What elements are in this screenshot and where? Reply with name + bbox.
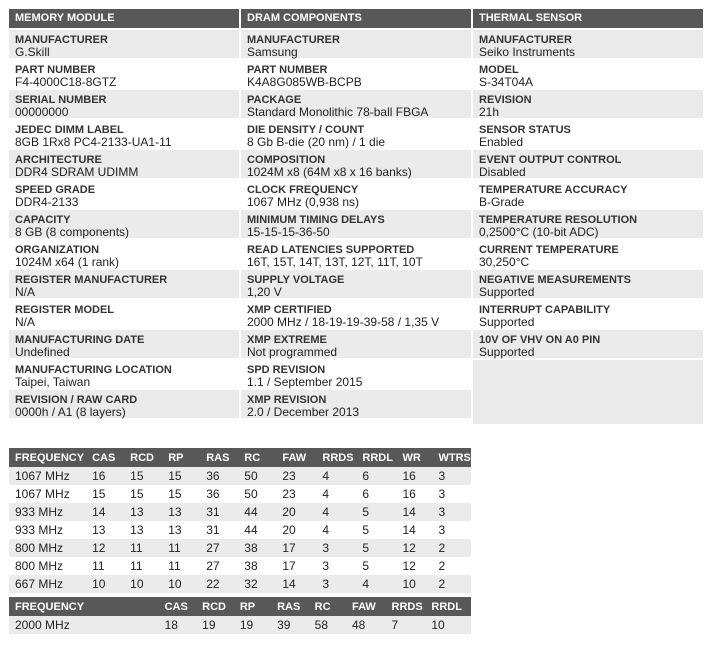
table-cell: 5 [356, 557, 396, 575]
table-cell: 667 MHz [9, 575, 86, 593]
table-cell: 14 [396, 521, 432, 539]
info-value: Samsung [247, 45, 298, 59]
table-cell: 36 [200, 467, 238, 485]
table-cell: 12 [86, 539, 124, 557]
info-value: 1024M x8 (64M x8 x 16 banks) [247, 165, 412, 179]
table-row [9, 485, 471, 503]
column-header: CAS [159, 597, 197, 616]
info-row [473, 178, 703, 208]
info-label: NEGATIVE MEASUREMENTS [479, 274, 631, 286]
info-row [9, 28, 239, 58]
info-row [9, 58, 239, 88]
info-label: XMP REVISION [247, 394, 327, 406]
info-value: K4A8G085WB-BCPB [247, 75, 362, 89]
info-label: EVENT OUTPUT CONTROL [479, 154, 622, 166]
info-row [473, 328, 703, 358]
table-cell: 2 [433, 575, 471, 593]
info-value: B-Grade [479, 195, 525, 209]
info-value: 1067 MHz (0,938 ns) [247, 195, 360, 209]
table-cell: 12 [396, 539, 432, 557]
table-cell: 3 [433, 503, 471, 521]
info-label: PACKAGE [247, 94, 302, 106]
table-cell: 15 [124, 485, 162, 503]
table-cell: 4 [316, 503, 356, 521]
info-row [473, 208, 703, 238]
column-header: CAS [86, 448, 124, 467]
table-cell: 4 [316, 485, 356, 503]
info-label: TEMPERATURE ACCURACY [479, 184, 628, 196]
table-cell: 20 [276, 503, 316, 521]
table-cell: 800 MHz [9, 539, 86, 557]
table-cell: 15 [86, 485, 124, 503]
table-cell: 16 [396, 467, 432, 485]
table-cell: 6 [356, 485, 396, 503]
table-cell: 7 [386, 616, 426, 634]
info-row [241, 148, 471, 178]
info-label: MANUFACTURING DATE [15, 334, 145, 346]
info-value: Standard Monolithic 78-ball FBGA [247, 105, 429, 119]
info-row [241, 358, 471, 388]
table-cell: 38 [238, 539, 276, 557]
info-label: SPEED GRADE [15, 184, 96, 196]
table-cell: 31 [200, 503, 238, 521]
dram-components-panel [241, 9, 471, 418]
table-cell: 10 [86, 575, 124, 593]
table-cell: 32 [238, 575, 276, 593]
table-row [9, 467, 471, 485]
info-label: READ LATENCIES SUPPORTED [247, 244, 415, 256]
column-header: FREQUENCY [9, 597, 159, 616]
column-header: WR [396, 448, 432, 467]
table-cell: 5 [356, 539, 396, 557]
table-cell: 23 [276, 467, 316, 485]
table-row [9, 503, 471, 521]
info-label: MANUFACTURER [15, 34, 108, 46]
info-value: Disabled [479, 165, 526, 179]
info-value: 16T, 15T, 14T, 13T, 12T, 11T, 10T [247, 255, 423, 269]
table-cell: 58 [309, 616, 346, 634]
info-row [241, 58, 471, 88]
table-cell: 17 [276, 557, 316, 575]
table-cell: 31 [200, 521, 238, 539]
table-cell: 13 [86, 521, 124, 539]
table-cell: 11 [124, 539, 162, 557]
info-value: 0,2500°C (10-bit ADC) [479, 225, 599, 239]
info-row [241, 178, 471, 208]
table-row [9, 616, 471, 634]
info-value: F4-4000C18-8GTZ [15, 75, 117, 89]
table-cell: 19 [196, 616, 234, 634]
info-value: Supported [479, 285, 535, 299]
info-row [473, 28, 703, 58]
info-row [241, 298, 471, 328]
memory-module-panel [9, 9, 239, 418]
info-row [9, 298, 239, 328]
info-label: 10V OF VHV ON A0 PIN [479, 334, 601, 346]
info-value: 15-15-15-36-50 [247, 225, 330, 239]
info-label: XMP CERTIFIED [247, 304, 332, 316]
column-header: RAS [200, 448, 238, 467]
info-label: MODEL [479, 64, 519, 76]
table-cell: 4 [356, 575, 396, 593]
info-label: JEDEC DIMM LABEL [15, 124, 124, 136]
info-row [9, 238, 239, 268]
info-row [241, 388, 471, 418]
info-value: 1024M x64 (1 rank) [15, 255, 120, 269]
info-value: 8 GB (8 components) [15, 225, 130, 239]
table-cell: 50 [238, 467, 276, 485]
info-value: 2000 MHz / 18-19-19-39-58 / 1,35 V [247, 315, 440, 329]
info-value: Supported [479, 315, 535, 329]
table-cell: 10 [162, 575, 200, 593]
table-cell: 14 [86, 503, 124, 521]
info-label: ARCHITECTURE [15, 154, 102, 166]
table-cell: 20 [276, 521, 316, 539]
table-cell: 38 [238, 557, 276, 575]
column-header: WTRS [433, 448, 471, 467]
column-header: RCD [196, 597, 234, 616]
info-row [473, 118, 703, 148]
memory-module-header: MEMORY MODULE [9, 9, 239, 28]
info-label: CLOCK FREQUENCY [247, 184, 359, 196]
info-value: 8GB 1Rx8 PC4-2133-UA1-11 [15, 135, 172, 149]
table-cell: 3 [316, 539, 356, 557]
table-cell: 12 [396, 557, 432, 575]
xmp-timing-table [9, 597, 471, 634]
column-header: RC [238, 448, 276, 467]
table-cell: 13 [162, 521, 200, 539]
table-row [9, 575, 471, 593]
table-cell: 6 [356, 467, 396, 485]
thermal-sensor-header: THERMAL SENSOR [473, 9, 703, 28]
info-row [241, 28, 471, 58]
table-row [9, 557, 471, 575]
column-header: RP [234, 597, 271, 616]
table-cell: 1067 MHz [9, 485, 86, 503]
table-row [9, 539, 471, 557]
column-header: RRDS [386, 597, 426, 616]
info-row [241, 88, 471, 118]
info-value: 2.0 / December 2013 [247, 405, 360, 419]
table-cell: 14 [396, 503, 432, 521]
table-cell: 13 [162, 503, 200, 521]
table-cell: 10 [124, 575, 162, 593]
table-cell: 11 [86, 557, 124, 575]
column-header: RRDL [356, 448, 396, 467]
info-row [9, 88, 239, 118]
column-header: FREQUENCY [9, 448, 86, 467]
column-header: FAW [346, 597, 386, 616]
info-row [241, 238, 471, 268]
info-row [9, 388, 239, 418]
table-cell: 3 [316, 575, 356, 593]
table-cell: 4 [316, 467, 356, 485]
info-label: COMPOSITION [247, 154, 326, 166]
info-value: Seiko Instruments [479, 45, 576, 59]
table-cell: 15 [162, 467, 200, 485]
info-value: 00000000 [15, 105, 69, 119]
info-row [9, 208, 239, 238]
table-cell: 2 [433, 557, 471, 575]
table-cell: 2000 MHz [9, 616, 159, 634]
info-label: CURRENT TEMPERATURE [479, 244, 619, 256]
column-header: FAW [276, 448, 316, 467]
info-row [473, 238, 703, 268]
table-cell: 27 [200, 557, 238, 575]
info-value: 21h [479, 105, 500, 119]
table-row [9, 521, 471, 539]
table-cell: 5 [356, 521, 396, 539]
info-row [241, 208, 471, 238]
info-value: 0000h / A1 (8 layers) [15, 405, 126, 419]
table-cell: 14 [276, 575, 316, 593]
table-cell: 16 [396, 485, 432, 503]
info-value: N/A [15, 285, 36, 299]
info-row [241, 328, 471, 358]
info-label: INTERRUPT CAPABILITY [479, 304, 611, 316]
info-label: REGISTER MODEL [15, 304, 115, 316]
info-value: Enabled [479, 135, 524, 149]
table-cell: 4 [316, 521, 356, 539]
column-header: RAS [271, 597, 309, 616]
info-label: MINIMUM TIMING DELAYS [247, 214, 385, 226]
table-cell: 44 [238, 521, 276, 539]
info-label: REVISION / RAW CARD [15, 394, 138, 406]
info-value: DDR4-2133 [15, 195, 79, 209]
table-cell: 36 [200, 485, 238, 503]
info-row [9, 148, 239, 178]
table-cell: 48 [346, 616, 386, 634]
table-cell: 44 [238, 503, 276, 521]
info-value: S-34T04A [479, 75, 534, 89]
table-cell: 39 [271, 616, 309, 634]
info-row [9, 358, 239, 388]
info-label: SENSOR STATUS [479, 124, 571, 136]
info-row [9, 118, 239, 148]
info-row [473, 58, 703, 88]
info-row [473, 268, 703, 298]
info-label: REGISTER MANUFACTURER [15, 274, 168, 286]
column-header: RCD [124, 448, 162, 467]
info-row [9, 268, 239, 298]
thermal-sensor-filler [473, 358, 703, 424]
table-cell: 800 MHz [9, 557, 86, 575]
column-header: RP [162, 448, 200, 467]
info-label: MANUFACTURER [479, 34, 572, 46]
dram-components-header: DRAM COMPONENTS [241, 9, 471, 28]
info-value: N/A [15, 315, 36, 329]
info-value: 1.1 / September 2015 [247, 375, 363, 389]
table-cell: 933 MHz [9, 521, 86, 539]
info-value: Taipei, Taiwan [15, 375, 91, 389]
table-cell: 3 [433, 521, 471, 539]
table-cell: 50 [238, 485, 276, 503]
table-cell: 19 [234, 616, 271, 634]
info-label: ORGANIZATION [15, 244, 100, 256]
table-cell: 15 [124, 467, 162, 485]
info-label: TEMPERATURE RESOLUTION [479, 214, 638, 226]
info-value: 1,20 V [247, 285, 282, 299]
info-label: PART NUMBER [15, 64, 96, 76]
table-cell: 22 [200, 575, 238, 593]
info-row [9, 328, 239, 358]
table-cell: 23 [276, 485, 316, 503]
info-value: Not programmed [247, 345, 338, 359]
table-cell: 13 [124, 503, 162, 521]
info-label: PART NUMBER [247, 64, 328, 76]
table-cell: 10 [396, 575, 432, 593]
info-label: SERIAL NUMBER [15, 94, 107, 106]
info-value: DDR4 SDRAM UDIMM [15, 165, 139, 179]
info-row [9, 178, 239, 208]
info-label: MANUFACTURING LOCATION [15, 364, 172, 376]
table-cell: 16 [86, 467, 124, 485]
thermal-sensor-panel [473, 9, 703, 424]
info-row [473, 148, 703, 178]
info-value: G.Skill [15, 45, 50, 59]
column-header: RRDL [425, 597, 471, 616]
info-label: XMP EXTREME [247, 334, 327, 346]
table-cell: 11 [162, 557, 200, 575]
info-label: CAPACITY [15, 214, 71, 226]
info-value: Undefined [15, 345, 70, 359]
info-value: 8 Gb B-die (20 nm) / 1 die [247, 135, 386, 149]
table-cell: 10 [425, 616, 471, 634]
info-value: Supported [479, 345, 535, 359]
table-cell: 3 [433, 467, 471, 485]
info-label: DIE DENSITY / COUNT [247, 124, 365, 136]
column-header: RRDS [316, 448, 356, 467]
table-cell: 1067 MHz [9, 467, 86, 485]
info-value: 30,250°C [479, 255, 530, 269]
info-row [473, 88, 703, 118]
table-cell: 27 [200, 539, 238, 557]
info-row [473, 298, 703, 328]
table-cell: 11 [124, 557, 162, 575]
info-label: SPD REVISION [247, 364, 326, 376]
table-cell: 5 [356, 503, 396, 521]
column-header: RC [309, 597, 346, 616]
info-row [241, 118, 471, 148]
table-cell: 3 [433, 485, 471, 503]
frequency-timing-table [9, 448, 471, 593]
table-cell: 2 [433, 539, 471, 557]
info-label: REVISION [479, 94, 532, 106]
info-label: MANUFACTURER [247, 34, 340, 46]
table-cell: 933 MHz [9, 503, 86, 521]
table-cell: 11 [162, 539, 200, 557]
table-cell: 15 [162, 485, 200, 503]
info-row [241, 268, 471, 298]
table-cell: 13 [124, 521, 162, 539]
info-label: SUPPLY VOLTAGE [247, 274, 345, 286]
table-cell: 18 [159, 616, 197, 634]
table-cell: 17 [276, 539, 316, 557]
table-cell: 3 [316, 557, 356, 575]
